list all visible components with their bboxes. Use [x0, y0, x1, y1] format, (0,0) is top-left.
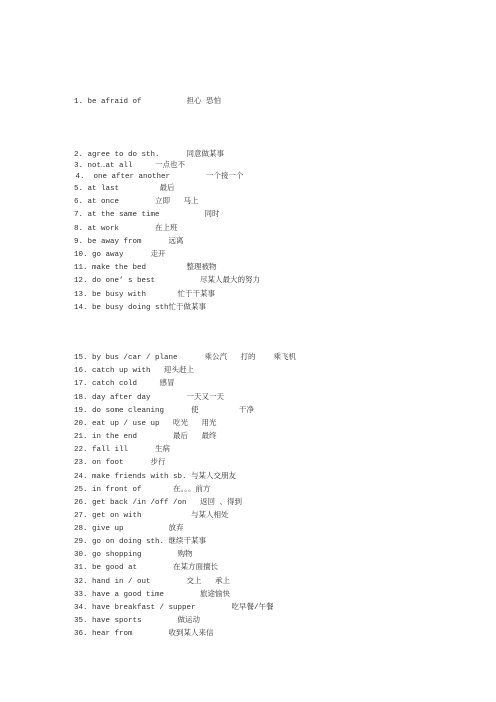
phrase-line-3: 3. not…at all 一点也不 — [74, 162, 186, 170]
phrase-line-19: 19. do some cleaning 使 干净 — [74, 407, 255, 415]
phrase-line-26: 26. get back /in /off /on 返回 、得到 — [74, 499, 243, 507]
phrase-line-29: 29. go on doing sth. 继续干某事 — [74, 538, 207, 546]
phrase-line-35: 35. have sports 做运动 — [74, 617, 201, 625]
phrase-line-11: 11. make the bed 整理被物 — [74, 264, 217, 272]
phrase-line-17: 17. catch cold 感冒 — [74, 380, 175, 388]
phrase-line-4: 4. one after another 一个接一个 — [71, 173, 244, 181]
phrase-line-20: 20. eat up / use up 吃光 用光 — [74, 420, 217, 428]
phrase-line-27: 27. get on with 与某人相处 — [74, 512, 229, 520]
phrase-line-5: 5. at last 最后 — [74, 185, 175, 193]
phrase-line-32: 32. hand in / out 交上 承上 — [74, 578, 231, 586]
phrase-line-13: 13. be busy with 忙于干某事 — [74, 291, 216, 299]
phrase-line-16: 16. catch up with 迎头赶上 — [74, 367, 195, 375]
phrase-line-9: 9. be away from 远离 — [74, 238, 184, 246]
phrase-line-14: 14. be busy doing sth忙于做某事 — [74, 304, 207, 312]
phrase-line-10: 10. go away 走开 — [74, 251, 166, 259]
phrase-line-1: 1. be afraid of 担心 恐怕 — [74, 98, 222, 106]
phrase-line-6: 6. at once 立即 马上 — [74, 198, 199, 206]
phrase-line-23: 23. on foot 步行 — [74, 459, 166, 467]
phrase-line-30: 30. go shopping 购物 — [74, 551, 193, 559]
phrase-line-8: 8. at work 在上班 — [74, 225, 178, 233]
phrase-line-24: 24. make friends with sb. 与某人交朋友 — [74, 473, 237, 481]
phrase-line-36: 36. hear from 收到某人来信 — [74, 630, 214, 638]
phrase-line-15: 15. by bus /car / plane 乘公汽 打的 乘飞机 — [74, 354, 297, 362]
phrase-line-31: 31. be good at 在某方面擅长 — [74, 564, 219, 572]
phrase-line-7: 7. at the same time 同时 — [74, 211, 220, 219]
phrase-line-28: 28. give up 放弃 — [74, 525, 184, 533]
phrase-line-21: 21. in the end 最后 最终 — [74, 433, 217, 441]
phrase-line-2: 2. agree to do sth. 同意做某事 — [74, 151, 225, 159]
phrase-line-12: 12. do one’ s best 尽某人最大的努力 — [74, 277, 261, 285]
phrase-line-34: 34. have breakfast / supper 吃早餐/午餐 — [74, 604, 274, 612]
phrase-line-25: 25. in front of 在。。。前方 — [74, 486, 211, 494]
phrase-line-33: 33. have a good time 旅途愉快 — [74, 591, 231, 599]
phrase-line-18: 18. day after day 一天又一天 — [74, 394, 225, 402]
phrase-line-22: 22. fall ill 生病 — [74, 446, 171, 454]
